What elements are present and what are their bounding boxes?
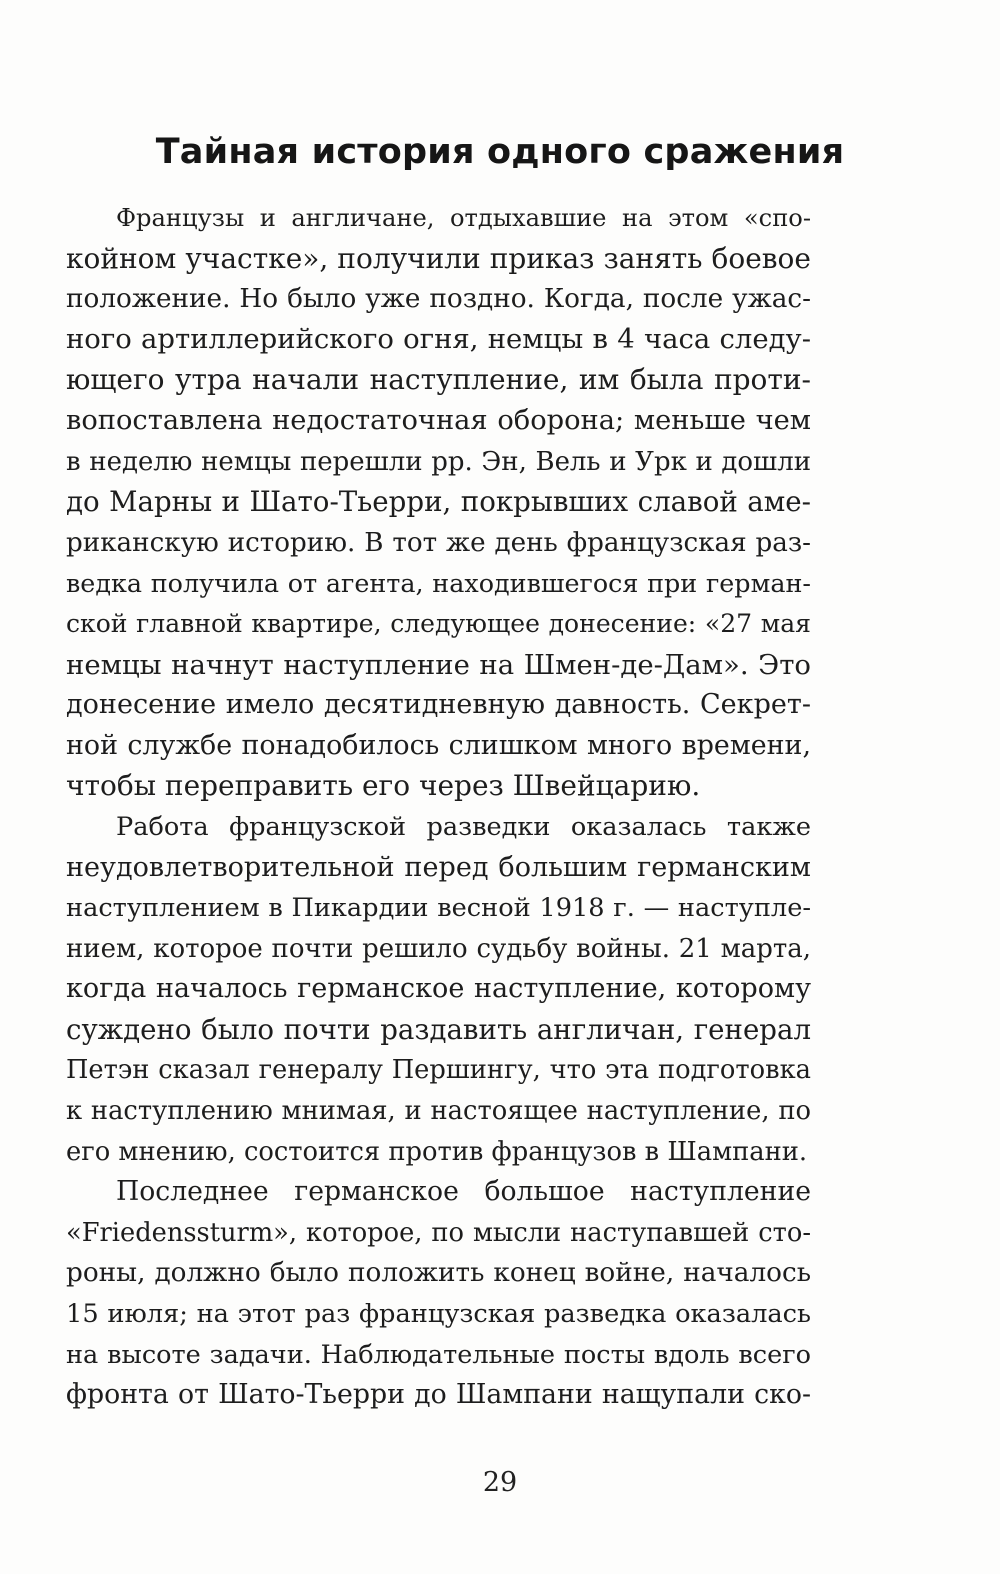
text-line: ской главной квартире, следующее донесение: «27 мая <box>66 608 811 638</box>
text-line: роны, должно было положить конец войне, началось <box>66 1258 811 1289</box>
text-line: Петэн сказал генералу Першингу, что эта подготовка <box>66 1055 811 1086</box>
text-line: Французы и англичане, отдыхавшие на этом «спо- <box>116 204 811 232</box>
text-line: его мнению, состоится против французов в Шампани. <box>66 1136 808 1167</box>
text-line: 15 июля; на этот раз французская разведка оказалась <box>66 1299 811 1330</box>
text-line: Работа французской разведки оказалась также <box>116 811 811 842</box>
text-line: суждено было почти раздавить англичан, генерал <box>66 1012 811 1046</box>
text-line: «Friedenssturm», которое, по мысли наступавшей сто- <box>66 1217 811 1248</box>
text-line: ведка получила от агента, находившегося при герман- <box>66 568 811 599</box>
text-line: до Марны и Шато-Тьерри, покрывших славой аме- <box>66 485 811 519</box>
page-number: 29 <box>482 1467 518 1498</box>
text-line: на высоте задачи. Наблюдательные посты вдоль всего <box>66 1339 811 1370</box>
text-line: риканскую историю. В тот же день французская раз- <box>66 527 811 558</box>
text-line: когда началось германское наступление, которому <box>66 973 811 1005</box>
text-line: положение. Но было уже поздно. Когда, после ужас- <box>66 284 811 315</box>
text-line: чтобы переправить его через Швейцарию. <box>66 769 701 803</box>
text-line: неудовлетворительной перед большим германским <box>66 851 811 883</box>
text-line: к наступлению мнимая, и настоящее наступление, по <box>66 1096 811 1127</box>
text-line: ющего утра начали наступление, им была проти- <box>66 363 811 397</box>
running-head: Тайная история одного сражения <box>155 132 845 172</box>
text-line: нием, которое почти решило судьбу войны. 21 марта, <box>66 933 811 964</box>
text-line: наступлением в Пикардии весной 1918 г. — наступле- <box>66 893 811 924</box>
text-line: вопоставлена недостаточная оборона; меньше чем <box>66 404 811 436</box>
text-line: в неделю немцы перешли рр. Эн, Вель и Урк и дошли <box>66 446 811 477</box>
text-line: ного артиллерийского огня, немцы в 4 часа следу- <box>66 323 811 355</box>
text-line: ной службе понадобилось слишком много времени, <box>66 729 811 761</box>
text-line: донесение имело десятидневную давность. Секрет- <box>66 689 811 721</box>
body-text <box>66 198 811 1416</box>
text-line: койном участке», получили приказ занять боевое <box>66 241 811 275</box>
text-line: Последнее германское большое наступление <box>116 1176 811 1208</box>
text-line: фронта от Шато-Тьерри до Шампани нащупали ско- <box>66 1379 811 1411</box>
text-line: немцы начнут наступление на Шмен-де-Дам». Это <box>66 648 811 681</box>
